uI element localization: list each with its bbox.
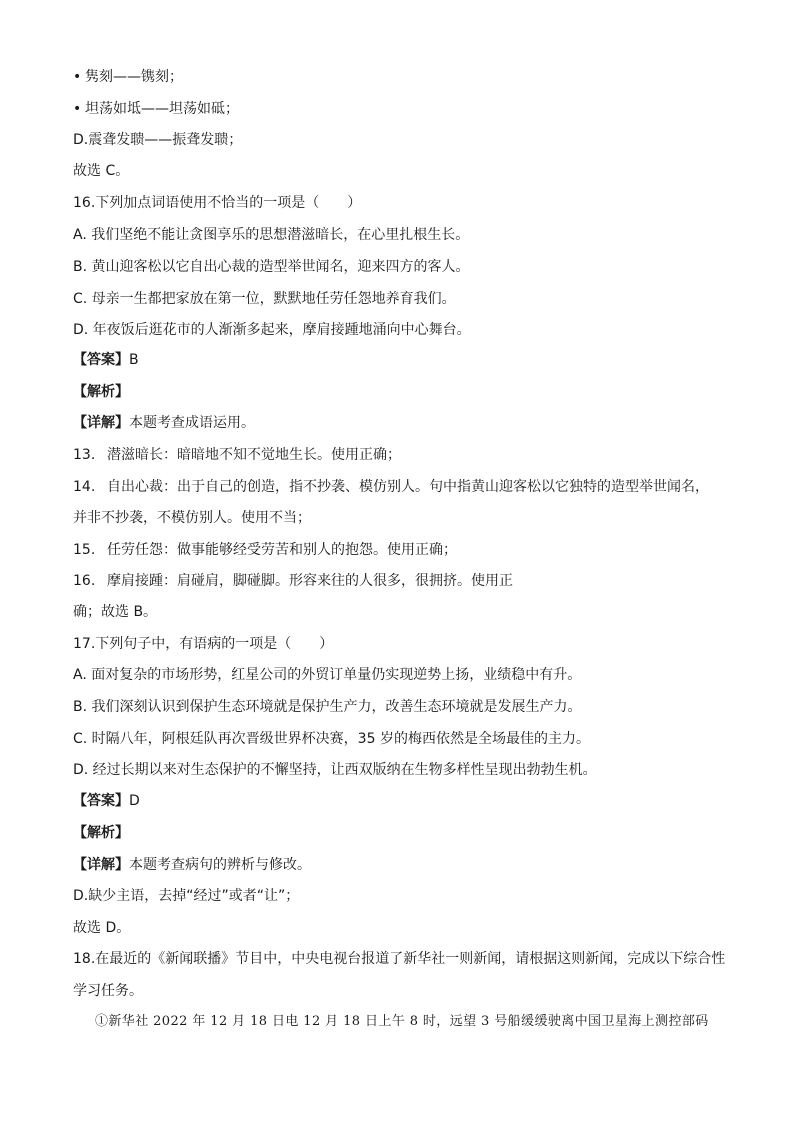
question-18: 18.在最近的《新闻联播》节目中，中央电视台报道了新华社一则新闻，请根据这则新闻，完成以下综合性	[73, 951, 726, 967]
item-number: 15.	[73, 542, 96, 558]
question-17-option-b: B. 我们深刻认识到保护生态环境就是保护生产力，改善生态环境就是发展生产力。	[73, 699, 582, 715]
explanation-14-cont: 并非不抄袭，不模仿别人。使用不当；	[73, 510, 311, 526]
answer-line-3: D.震聋发聩——振聋发聩；	[73, 132, 243, 148]
analysis-tag: 【解析】	[73, 825, 129, 841]
detail-text: 本题考查成语运用。	[129, 415, 255, 431]
question-16-option-b: B. 黄山迎客松以它自出心裁的造型举世闻名，迎来四方的客人。	[73, 259, 470, 275]
bullet: •	[73, 69, 82, 85]
question-18-cont: 学习任务。	[73, 983, 143, 999]
explanation-13	[73, 445, 401, 465]
detail-tag: 【详解】	[73, 857, 129, 873]
explanation-15	[73, 540, 457, 560]
question-16-option-c: C. 母亲一生都把家放在第一位，默默地任劳任怨地养育我们。	[73, 291, 456, 307]
question-16-option-a: A. 我们坚绝不能让贪图享乐的思想潜滋暗长，在心里扎根生长。	[73, 227, 470, 243]
answer-tag: 【答案】	[73, 793, 129, 809]
explanation-16	[73, 571, 513, 591]
analysis-tag: 【解析】	[73, 384, 129, 400]
answer-value: D	[129, 793, 140, 809]
line-text: 坦荡如坻——坦荡如砥；	[85, 101, 239, 117]
answer-17	[73, 791, 140, 811]
answer-value: B	[129, 352, 139, 368]
explanation-16-cont: 确；故选 B。	[73, 604, 158, 620]
answer-tag: 【答案】	[73, 352, 129, 368]
answer-choice-line: 故选 C。	[73, 163, 130, 179]
explanation-14	[73, 477, 709, 497]
detail-tag: 【详解】	[73, 415, 129, 431]
question-17: 17.下列句子中，有语病的一项是（ ）	[73, 636, 334, 652]
explanation-17-d: D.缺少主语，去掉“经过”或者“让”；	[73, 888, 300, 904]
analysis-16	[73, 382, 129, 402]
question-17-option-a: A. 面对复杂的市场形势，红星公司的外贸订单量仍实现逆势上扬，业绩稳中有升。	[73, 667, 582, 683]
question-17-option-d: D. 经过长期以来对生态保护的不懈坚持，让西双版纳在生物多样性呈现出勃勃生机。	[73, 762, 597, 778]
detail-16	[73, 413, 255, 433]
answer-line-2	[73, 99, 239, 119]
item-number: 16.	[73, 573, 96, 589]
item-number: 13.	[73, 447, 96, 463]
item-text: 任劳任怨：做事能够经受劳苦和别人的抱怨。使用正确；	[107, 542, 457, 558]
item-number: 14.	[73, 479, 96, 495]
question-16-option-d: D. 年夜饭后逛花市的人渐渐多起来，摩肩接踵地涌向中心舞台。	[73, 322, 471, 338]
answer-16	[73, 350, 139, 370]
question-17-option-c: C. 时隔八年，阿根廷队再次晋级世界杯决赛，35 岁的梅西依然是全场最佳的主力。	[73, 731, 590, 747]
answer-choice-17: 故选 D。	[73, 920, 131, 936]
bullet: •	[73, 101, 82, 117]
item-text: 自出心裁：出于自己的创造，指不抄袭、模仿别人。句中指黄山迎客松以它独特的造型举世闻名，	[107, 479, 709, 495]
detail-17	[73, 855, 311, 875]
answer-line-1	[73, 67, 183, 87]
detail-text: 本题考查病句的辨析与修改。	[129, 857, 311, 873]
item-text: 潜滋暗长：暗暗地不知不觉地生长。使用正确；	[107, 447, 401, 463]
line-text: 隽刻——镌刻；	[85, 69, 183, 85]
question-16: 16.下列加点词语使用不恰当的一项是（ ）	[73, 195, 362, 211]
item-text: 摩肩接踵：肩碰肩，脚碰脚。形容来往的人很多，很拥挤。使用正	[107, 573, 513, 589]
news-excerpt: ①新华社 2022 年 12 月 18 日电 12 月 18 日上午 8 时，远望 3 号船缓缓驶离中国卫星海上测控部码	[95, 1014, 709, 1029]
analysis-17	[73, 823, 129, 843]
